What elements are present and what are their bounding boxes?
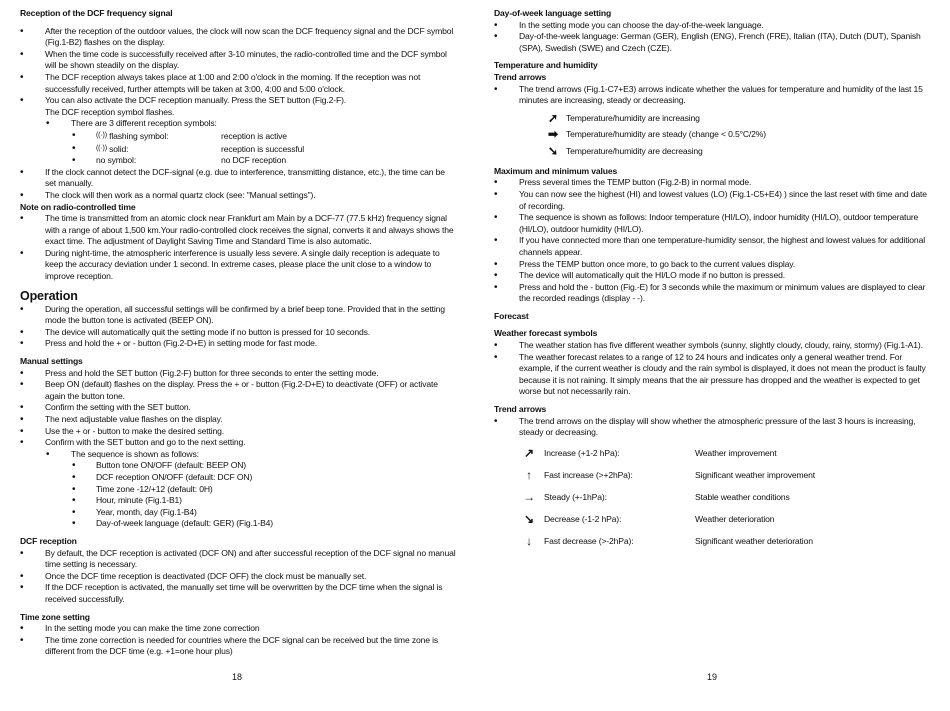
list-item: • Press and hold the - button (Fig.-E) for 3 seconds while the maximum or minimum values are displayed to clear the recorded readings (display - -).: [494, 282, 930, 305]
list-item: • The device will automatically quit the HI/LO mode if no button is pressed.: [494, 270, 930, 282]
list-item: • If the DCF reception is activated, the manually set time will be overwritten by the DCF time when the signal is received successfully.: [20, 582, 458, 605]
signal-icon: ((·)): [96, 144, 107, 152]
arrow-down-right-icon: ↘: [524, 512, 534, 527]
heading-day-of-week: Day-of-week language setting: [494, 8, 612, 18]
list-item: • During the operation, all successful settings will be confirmed by a brief beep tone. Provided that in the setting mode the button tone is activated (BEEP ON).: [20, 304, 458, 327]
list-item: • Once the DCF time reception is deactivated (DCF OFF) the clock must be manually set.: [20, 571, 458, 583]
sequence-item: • Day-of-week language (default: GER) (Fig.1-B4): [20, 518, 458, 530]
list-item: • The device will automatically quit the setting mode if no button is pressed for 10 seconds.: [20, 327, 458, 339]
arrow-up-right-icon: ➚: [548, 110, 558, 125]
arrow-right-icon: ➡: [548, 127, 558, 142]
list-item: • Press several times the TEMP button (Fig.2-B) in normal mode.: [494, 177, 930, 189]
list-item: • The next adjustable value flashes on the display.: [20, 414, 458, 426]
heading-weather-symbols: Weather forecast symbols: [494, 328, 598, 339]
page-number-left: 18: [232, 672, 243, 682]
heading-trend-arrows: Trend arrows: [494, 71, 547, 82]
list-item: • By default, the DCF reception is activated (DCF ON) and after successful reception of the DCF signal no manual time setting is necessary.: [20, 548, 458, 571]
list-item: • You can also activate the DCF reception manually. Press the SET button (Fig.2-F).: [20, 95, 458, 107]
list-item: • Press and hold the SET button (Fig.2-F) button for three seconds to enter the setting mode.: [20, 368, 458, 380]
list-item: • Confirm with the SET button and go to the next setting.: [20, 437, 458, 449]
list-item: • If you have connected more than one temperature-humidity sensor, the highest and lowest values for additional channels appear.: [494, 235, 930, 258]
trend-row: ➡ Temperature/humidity are steady (change < 0.5°C/2%): [540, 127, 930, 144]
sequence-item: • Year, month, day (Fig.1-B4): [20, 507, 458, 519]
list-item: • In the setting mode you can choose the day-of-the-week language.: [494, 20, 930, 32]
symbol-row: • ((·)) solid: reception is successful: [20, 143, 458, 156]
pressure-row: ↘ Decrease (-1-2 hPa): Weather deterioration: [514, 509, 930, 531]
heading-forecast: Forecast: [494, 310, 529, 321]
list-item: • Press and hold the + or - button (Fig.2-D+E) in setting mode for fast mode.: [20, 338, 458, 350]
heading-temp-humidity: Temperature and humidity: [494, 60, 598, 71]
heading-operation: Operation: [20, 288, 78, 303]
pressure-row: ↓ Fast decrease (>-2hPa): Significant weather deterioration: [514, 531, 930, 553]
heading-manual-settings: Manual settings: [20, 356, 83, 367]
list-item: • The sequence is shown as follows:: [20, 449, 458, 461]
heading-time-zone: Time zone setting: [20, 611, 90, 622]
list-item: • The time zone correction is needed for countries where the DCF signal can be received but the time zone is different from the DCF time (e.g. +1=one hour plus): [20, 635, 458, 658]
list-item: • The weather forecast relates to a range of 12 to 24 hours and indicates only a general weather trend. For example, if the current weather is cloudy and the rain symbol is displayed, it does not mean the product is faulty because it is not raining. It simply means that the air pressure has dropped and the weather is expected to get worse but not necessarily rain.: [494, 352, 930, 398]
arrow-down-icon: ↓: [526, 534, 532, 549]
arrow-down-right-icon: ➘: [548, 144, 558, 159]
paragraph: The DCF reception symbol flashes.: [45, 106, 175, 117]
list-item: • The weather station has five different weather symbols (sunny, slightly cloudy, cloudy, rainy, stormy) (Fig.1-A1).: [494, 340, 930, 352]
sequence-item: • DCF reception ON/OFF (default: DCF ON): [20, 472, 458, 484]
list-item: • Beep ON (default) flashes on the display. Press the + or - button (Fig.2-D+E) to deactivate (OFF) or activate again the button tone.: [20, 379, 458, 402]
list-item: • The sequence is shown as follows: Indoor temperature (HI/LO), indoor humidity (HI/LO), outdoor temperature (HI/LO), outdoor humidity (HI/LO).: [494, 212, 930, 235]
list-item: • If the clock cannot detect the DCF-signal (e.g. due to interference, transmitting distance, etc.), the time can be set manually.: [20, 167, 458, 190]
list-item: • There are 3 different reception symbols:: [20, 118, 458, 130]
pressure-row: ↗ Increase (+1-2 hPa): Weather improvement: [514, 443, 930, 465]
trend-row: ➘ Temperature/humidity are decreasing: [540, 144, 930, 161]
list-item: • The time is transmitted from an atomic clock near Frankfurt am Main by a DCF-77 (77.5 kHz) frequency signal with a range of about 1,500 km.Your radio-controlled clock receives the signal, converts it and always shows the exact time. The adjustment of Daylight Saving Time and Standard Time is also automatic.: [20, 213, 458, 248]
list-item: • The trend arrows (Fig.1-C7+E3) arrows indicate whether the values for temperature and humidity of the last 15 minutes are increasing, steady or decreasing.: [494, 84, 930, 107]
list-item: • In the setting mode you can make the time zone correction: [20, 623, 458, 635]
heading-max-min: Maximum and minimum values: [494, 165, 618, 176]
list-item: • When the time code is successfully received after 3-10 minutes, the radio-controlled time and the DCF symbol will be shown steadily on the display.: [20, 49, 458, 72]
pressure-row: ↑ Fast increase (>+2hPa): Significant weather improvement: [514, 465, 930, 487]
list-item: • Press the TEMP button once more, to go back to the current values display.: [494, 259, 930, 271]
list-item: • The clock will then work as a normal quartz clock (see: "Manual settings").: [20, 190, 458, 202]
list-item: • The trend arrows on the display will show whether the atmospheric pressure of the last 3 hours is increasing, steady or decreasing.: [494, 416, 930, 439]
symbol-row: • ((·)) flashing symbol: reception is active: [20, 130, 458, 143]
heading-note-radio: Note on radio-controlled time: [20, 201, 136, 212]
list-item: • The DCF reception always takes place at 1:00 and 2:00 o'clock in the morning. If the reception was not successfully received, further attempts will be taken at 3:00, 4:00 and 5:00 o'clock.: [20, 72, 458, 95]
left-page: [20, 8, 458, 711]
heading-dcf-reception: Reception of the DCF frequency signal: [20, 8, 173, 18]
list-item: • You can now see the highest (HI) and lowest values (LO) (Fig.1-C5+E4) ) since the last reset with time and date of recording.: [494, 189, 930, 212]
list-item: • Day-of-the-week language: German (GER), English (ENG), French (FRE), Italian (ITA), Dutch (DUT), Spanish (SPA), Swedish (SWE) and Czech (CZE).: [494, 31, 930, 54]
sequence-item: • Hour, minute (Fig.1-B1): [20, 495, 458, 507]
trend-row: ➚ Temperature/humidity are increasing: [540, 111, 930, 127]
symbol-row: • no symbol: no DCF reception: [20, 155, 458, 167]
heading-dcf-reception-setting: DCF reception: [20, 535, 77, 546]
list-item: • After the reception of the outdoor values, the clock will now scan the DCF frequency signal and the DCF symbol (Fig.1-B2) flashes on the display.: [20, 26, 458, 49]
arrow-up-right-icon: ↗: [524, 446, 534, 461]
right-page: [494, 8, 930, 711]
list-item: • Confirm the setting with the SET button.: [20, 402, 458, 414]
page-number-right: 19: [707, 672, 718, 682]
heading-pressure-trend: Trend arrows: [494, 404, 547, 415]
pressure-row: → Steady (+-1hPa): Stable weather conditions: [514, 487, 930, 509]
signal-icon: ((·)): [96, 131, 107, 139]
arrow-right-icon: →: [523, 490, 535, 505]
list-item: • Use the + or - button to make the desired setting.: [20, 426, 458, 438]
sequence-item: • Time zone -12/+12 (default: 0H): [20, 484, 458, 496]
sequence-item: • Button tone ON/OFF (default: BEEP ON): [20, 460, 458, 472]
arrow-up-icon: ↑: [526, 468, 532, 483]
list-item: • During night-time, the atmospheric interference is usually less severe. A single daily reception is adequate to keep the accuracy deviation under 1 second. In extreme cases, please place the unit close to a window to improve reception.: [20, 248, 458, 283]
